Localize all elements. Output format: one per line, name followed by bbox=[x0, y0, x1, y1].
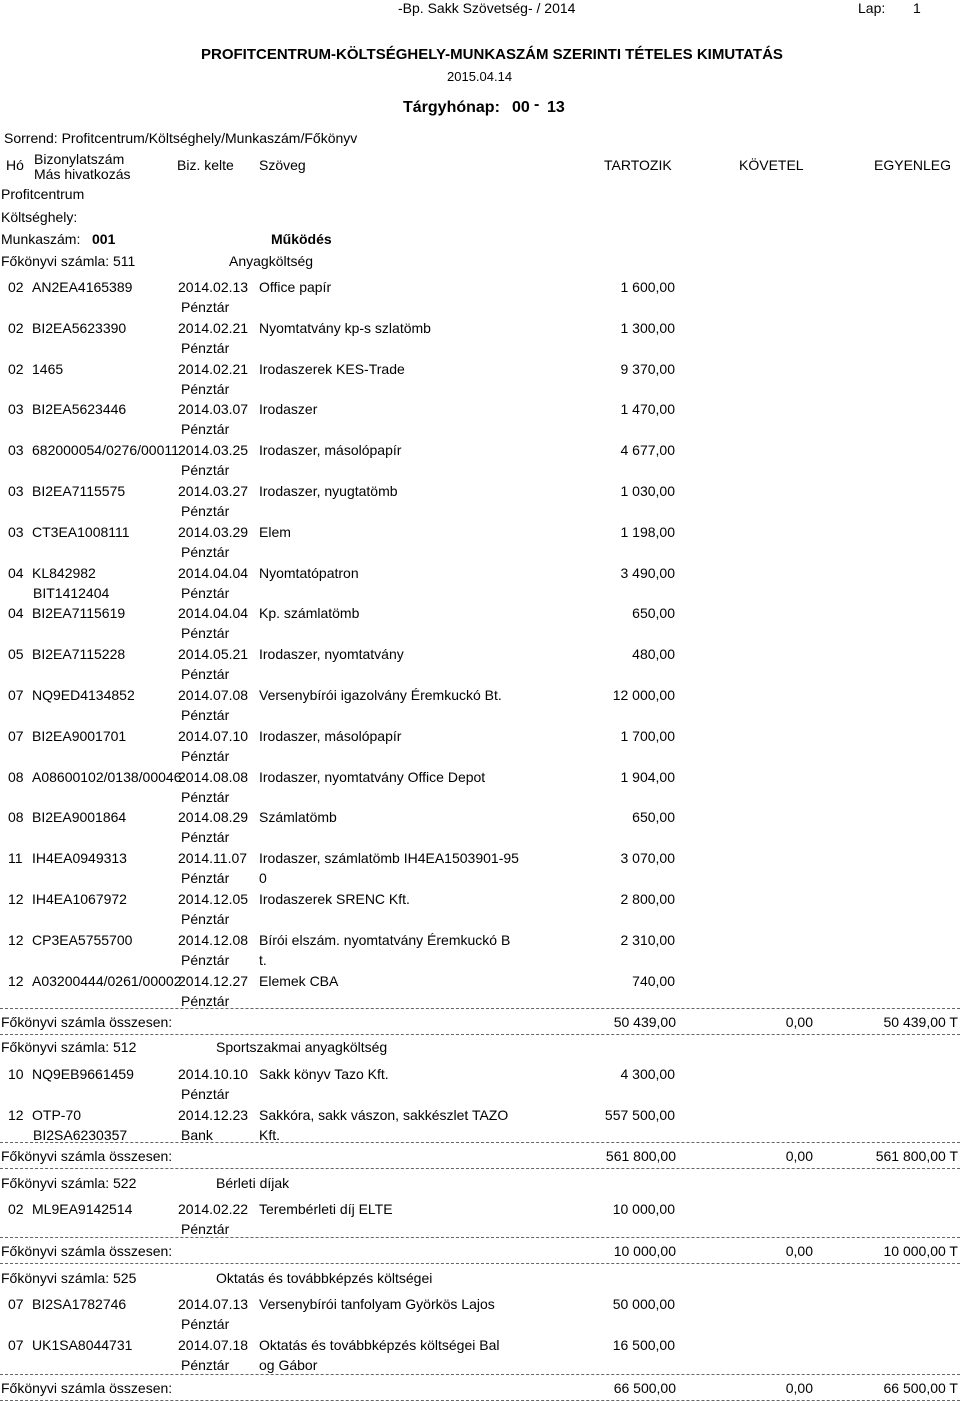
entry-payment-type: Pénztár bbox=[181, 625, 230, 642]
entry-month: 02 bbox=[8, 360, 24, 377]
entry-month: 03 bbox=[8, 483, 24, 499]
account-total-credit: 0,00 bbox=[785, 1243, 813, 1259]
entry-month: 02 bbox=[8, 1201, 24, 1217]
job-name: Működés bbox=[271, 231, 332, 247]
account-number: 525 bbox=[113, 1270, 137, 1286]
entry-text: Office papír bbox=[259, 279, 332, 295]
entry-debit: 1 198,00 bbox=[620, 523, 675, 540]
account-label: Főkönyvi számla: bbox=[1, 1270, 110, 1286]
entry-debit: 2 310,00 bbox=[620, 931, 675, 948]
entry-date: 2014.12.08 bbox=[178, 931, 249, 948]
entry-month: 03 bbox=[8, 442, 24, 459]
job-number: 001 bbox=[92, 231, 116, 247]
account-label: Főkönyvi számla: bbox=[1, 253, 110, 269]
col-debit: TARTOZIK bbox=[604, 157, 672, 173]
entry-date: 2014.04.04 bbox=[178, 564, 249, 581]
entry-doc-number: BI2EA9001864 bbox=[32, 809, 127, 826]
entry-text: Irodaszer, másolópapír bbox=[259, 442, 402, 459]
entry-month: 12 bbox=[8, 891, 24, 907]
col-other-ref: Más hivatkozás bbox=[34, 166, 131, 182]
entry-payment-type: Pénztár bbox=[181, 707, 230, 723]
period-from: 00 bbox=[512, 99, 530, 116]
entry-doc-number: NQ9ED4134852 bbox=[32, 687, 135, 703]
entry-month: 03 bbox=[8, 523, 24, 540]
entry-doc-number: BI2SA1782746 bbox=[32, 1296, 127, 1312]
profit-center-label: Profitcentrum bbox=[1, 186, 85, 202]
col-doc-no: Bizonylatszám bbox=[34, 151, 125, 167]
dashed-separator bbox=[0, 1034, 960, 1035]
page-number: 1 bbox=[913, 0, 921, 16]
report-title: PROFITCENTRUM-KÖLTSÉGHELY-MUNKASZÁM SZERINTI TÉTELES KIMUTATÁS bbox=[201, 46, 783, 63]
entry-doc-number: 1465 bbox=[32, 360, 64, 377]
entry-date: 2014.03.25 bbox=[178, 442, 249, 459]
col-text: Szöveg bbox=[259, 157, 306, 173]
entry-date: 2014.11.07 bbox=[178, 850, 248, 867]
dashed-separator bbox=[0, 1142, 960, 1143]
entry-text: Irodaszer bbox=[259, 401, 318, 418]
entry-payment-type: Pénztár bbox=[181, 584, 230, 601]
entry-month: 07 bbox=[8, 1336, 24, 1353]
period-separator: - bbox=[534, 96, 540, 113]
entry-debit: 4 300,00 bbox=[620, 1066, 675, 1082]
entry-debit: 16 500,00 bbox=[612, 1336, 675, 1353]
entry-month: 11 bbox=[8, 850, 23, 867]
entry-date: 2014.12.05 bbox=[178, 891, 249, 907]
entry-debit: 1 904,00 bbox=[620, 768, 675, 785]
entry-month: 04 bbox=[8, 605, 24, 622]
account-number: 512 bbox=[113, 1039, 137, 1055]
entry-debit: 650,00 bbox=[632, 809, 675, 826]
entry-date: 2014.04.04 bbox=[178, 605, 249, 622]
job-label: Munkaszám: bbox=[1, 231, 81, 247]
account-total-balance: 66 500,00 T bbox=[883, 1380, 958, 1396]
entry-debit: 740,00 bbox=[632, 972, 675, 989]
entry-debit: 9 370,00 bbox=[620, 360, 675, 377]
entry-debit: 50 000,00 bbox=[612, 1296, 675, 1312]
account-total-debit: 10 000,00 bbox=[613, 1243, 676, 1259]
account-total-balance: 50 439,00 T bbox=[883, 1014, 958, 1030]
entry-text: Nyomtatvány kp-s szlatömb bbox=[259, 319, 431, 336]
entry-date: 2014.02.13 bbox=[178, 279, 249, 295]
account-total-label: Főkönyvi számla összesen: bbox=[1, 1014, 173, 1030]
entry-doc-number: IH4EA1067972 bbox=[32, 891, 127, 907]
entry-date: 2014.12.23 bbox=[178, 1106, 249, 1123]
entry-doc-number: A08600102/0138/00046 bbox=[32, 768, 182, 785]
account-total-credit: 0,00 bbox=[785, 1380, 813, 1396]
entry-text: Irodaszer, nyugtatömb bbox=[259, 483, 398, 499]
entry-date: 2014.03.27 bbox=[178, 483, 249, 499]
entry-text: Irodaszer, nyomtatvány bbox=[259, 646, 404, 663]
entry-payment-type: Pénztár bbox=[181, 829, 230, 846]
entry-month: 04 bbox=[8, 564, 24, 581]
entry-payment-type: Pénztár bbox=[181, 462, 230, 479]
account-name: Sportszakmai anyagköltség bbox=[216, 1039, 388, 1055]
entry-debit: 1 030,00 bbox=[620, 483, 675, 499]
page-label: Lap: bbox=[858, 0, 886, 16]
entry-doc-number: ML9EA9142514 bbox=[32, 1201, 133, 1217]
col-date: Biz. kelte bbox=[177, 157, 234, 173]
entry-date: 2014.08.08 bbox=[178, 768, 249, 785]
entry-text: Terembérleti díj ELTE bbox=[259, 1201, 393, 1217]
entry-payment-type: Pénztár bbox=[181, 421, 230, 438]
entry-month: 03 bbox=[8, 401, 24, 418]
report-org: -Bp. Sakk Szövetség- / 2014 bbox=[398, 0, 576, 16]
entry-text: Irodaszerek SRENC Kft. bbox=[259, 891, 410, 907]
entry-payment-type: Pénztár bbox=[181, 911, 230, 927]
entry-text: Elemek CBA bbox=[259, 972, 339, 989]
account-total-label: Főkönyvi számla összesen: bbox=[1, 1243, 173, 1259]
account-total-label: Főkönyvi számla összesen: bbox=[1, 1148, 173, 1164]
entry-payment-type: Pénztár bbox=[181, 992, 230, 1009]
entry-date: 2014.07.08 bbox=[178, 687, 249, 703]
entry-month: 08 bbox=[8, 768, 24, 785]
entry-text: Bírói elszám. nyomtatvány Éremkuckó B bbox=[259, 931, 511, 948]
entry-debit: 4 677,00 bbox=[620, 442, 675, 459]
entry-debit: 10 000,00 bbox=[612, 1201, 675, 1217]
entry-month: 12 bbox=[8, 972, 24, 989]
entry-doc-number: AN2EA4165389 bbox=[32, 279, 133, 295]
entry-month: 12 bbox=[8, 1106, 24, 1123]
entry-date: 2014.07.18 bbox=[178, 1336, 249, 1353]
account-number: 522 bbox=[113, 1175, 137, 1191]
entry-month: 10 bbox=[8, 1066, 24, 1082]
entry-other-ref: BIT1412404 bbox=[33, 584, 110, 601]
entry-debit: 12 000,00 bbox=[612, 687, 675, 703]
col-month: Hó bbox=[6, 157, 24, 173]
entry-doc-number: CT3EA1008111 bbox=[32, 523, 130, 540]
entry-payment-type: Pénztár bbox=[181, 503, 230, 519]
entry-payment-type: Pénztár bbox=[181, 1316, 230, 1332]
entry-text: Kp. számlatömb bbox=[259, 605, 360, 622]
entry-doc-number: BI2EA7115619 bbox=[32, 605, 126, 622]
entry-debit: 3 070,00 bbox=[620, 850, 675, 867]
account-label: Főkönyvi számla: bbox=[1, 1039, 110, 1055]
entry-date: 2014.10.10 bbox=[178, 1066, 249, 1082]
account-total-balance: 10 000,00 T bbox=[883, 1243, 958, 1259]
entry-other-ref: BI2SA6230357 bbox=[33, 1126, 128, 1143]
dashed-separator bbox=[0, 1168, 960, 1169]
dashed-separator bbox=[0, 1008, 960, 1009]
entry-text: Versenybírói igazolvány Éremkuckó Bt. bbox=[259, 687, 502, 703]
entry-payment-type: Pénztár bbox=[181, 788, 230, 805]
entry-payment-type: Pénztár bbox=[181, 870, 230, 887]
account-total-label: Főkönyvi számla összesen: bbox=[1, 1380, 173, 1396]
entry-text: Irodaszer, másolópapír bbox=[259, 727, 402, 744]
period-to: 13 bbox=[547, 99, 565, 116]
account-total-balance: 561 800,00 T bbox=[875, 1148, 958, 1164]
entry-text: Versenybírói tanfolyam Györkös Lajos bbox=[259, 1296, 495, 1312]
entry-doc-number: NQ9EB9661459 bbox=[32, 1066, 134, 1082]
entry-text: Irodaszerek KES-Trade bbox=[259, 360, 405, 377]
entry-payment-type: Pénztár bbox=[181, 747, 230, 764]
account-total-debit: 50 439,00 bbox=[613, 1014, 676, 1030]
entry-date: 2014.03.07 bbox=[178, 401, 249, 418]
entry-text: Számlatömb bbox=[259, 809, 337, 826]
entry-debit: 1 300,00 bbox=[620, 319, 675, 336]
entry-doc-number: CP3EA5755700 bbox=[32, 931, 133, 948]
entry-debit: 1 600,00 bbox=[620, 279, 675, 295]
account-total-credit: 0,00 bbox=[785, 1148, 813, 1164]
entry-text: Nyomtatópatron bbox=[259, 564, 359, 581]
entry-payment-type: Pénztár bbox=[181, 951, 230, 968]
entry-debit: 3 490,00 bbox=[620, 564, 675, 581]
sort-order: Sorrend: Profitcentrum/Költséghely/Munkaszám/Főkönyv bbox=[4, 130, 358, 146]
entry-text-continued: 0 bbox=[259, 870, 267, 887]
entry-text-continued: t. bbox=[259, 951, 267, 968]
entry-doc-number: BI2EA5623390 bbox=[32, 319, 127, 336]
entry-debit: 557 500,00 bbox=[604, 1106, 675, 1123]
account-number: 511 bbox=[113, 253, 136, 269]
entry-month: 07 bbox=[8, 1296, 24, 1312]
entry-doc-number: BI2EA5623446 bbox=[32, 401, 127, 418]
entry-month: 07 bbox=[8, 687, 24, 703]
entry-text: Sakkóra, sakk vászon, sakkészlet TAZO bbox=[259, 1106, 509, 1123]
entry-debit: 650,00 bbox=[632, 605, 675, 622]
entry-payment-type: Bank bbox=[181, 1126, 213, 1143]
entry-text-continued: Kft. bbox=[259, 1126, 281, 1143]
entry-text: Elem bbox=[259, 523, 291, 540]
entry-payment-type: Pénztár bbox=[181, 380, 230, 397]
report-date: 2015.04.14 bbox=[447, 69, 513, 84]
entry-text: Sakk könyv Tazo Kft. bbox=[259, 1066, 389, 1082]
entry-date: 2014.02.21 bbox=[178, 360, 249, 377]
entry-month: 12 bbox=[8, 931, 24, 948]
entry-month: 02 bbox=[8, 279, 24, 295]
entry-doc-number: BI2EA7115228 bbox=[32, 646, 126, 663]
entry-payment-type: Pénztár bbox=[181, 543, 230, 560]
entry-doc-number: BI2EA9001701 bbox=[32, 727, 127, 744]
entry-text: Oktatás és továbbképzés költségei Bal bbox=[259, 1336, 500, 1353]
entry-debit: 480,00 bbox=[632, 646, 675, 663]
entry-debit: 1 470,00 bbox=[620, 401, 675, 418]
entry-text-continued: og Gábor bbox=[259, 1356, 318, 1373]
entry-date: 2014.12.27 bbox=[178, 972, 249, 989]
entry-payment-type: Pénztár bbox=[181, 299, 230, 315]
entry-date: 2014.05.21 bbox=[178, 646, 249, 663]
entry-date: 2014.07.10 bbox=[178, 727, 249, 744]
entry-text: Irodaszer, számlatömb IH4EA1503901-95 bbox=[259, 850, 519, 867]
period-label: Tárgyhónap: bbox=[403, 99, 500, 116]
dashed-separator bbox=[0, 1237, 960, 1238]
account-total-debit: 66 500,00 bbox=[613, 1380, 676, 1396]
entry-doc-number: BI2EA7115575 bbox=[32, 483, 126, 499]
dashed-separator bbox=[0, 1263, 960, 1264]
entry-payment-type: Pénztár bbox=[181, 1356, 230, 1373]
entry-doc-number: UK1SA8044731 bbox=[32, 1336, 133, 1353]
entry-month: 07 bbox=[8, 727, 24, 744]
account-total-credit: 0,00 bbox=[785, 1014, 813, 1030]
account-label: Főkönyvi számla: bbox=[1, 1175, 110, 1191]
entry-payment-type: Pénztár bbox=[181, 339, 230, 356]
entry-doc-number: A03200444/0261/00002 bbox=[32, 972, 182, 989]
entry-payment-type: Pénztár bbox=[181, 1086, 230, 1102]
account-total-debit: 561 800,00 bbox=[605, 1148, 676, 1164]
dashed-separator bbox=[0, 1374, 960, 1375]
col-balance: EGYENLEG bbox=[874, 157, 952, 173]
entry-date: 2014.08.29 bbox=[178, 809, 249, 826]
entry-date: 2014.03.29 bbox=[178, 523, 249, 540]
entry-debit: 1 700,00 bbox=[620, 727, 675, 744]
entry-doc-number: 682000054/0276/00011 bbox=[32, 442, 179, 459]
entry-date: 2014.02.22 bbox=[178, 1201, 249, 1217]
entry-date: 2014.07.13 bbox=[178, 1296, 249, 1312]
entry-debit: 2 800,00 bbox=[620, 891, 675, 907]
entry-month: 05 bbox=[8, 646, 24, 663]
entry-date: 2014.02.21 bbox=[178, 319, 249, 336]
entry-doc-number: IH4EA0949313 bbox=[32, 850, 127, 867]
entry-payment-type: Pénztár bbox=[181, 1221, 230, 1237]
account-name: Oktatás és továbbképzés költségei bbox=[216, 1270, 433, 1286]
entry-text: Irodaszer, nyomtatvány Office Depot bbox=[259, 768, 486, 785]
account-name: Anyagköltség bbox=[229, 253, 314, 269]
cost-center-label: Költséghely: bbox=[1, 209, 78, 225]
entry-payment-type: Pénztár bbox=[181, 666, 230, 683]
entry-doc-number: OTP-70 bbox=[32, 1106, 82, 1123]
entry-month: 08 bbox=[8, 809, 24, 826]
entry-month: 02 bbox=[8, 319, 24, 336]
account-name: Bérleti díjak bbox=[216, 1175, 290, 1191]
entry-doc-number: KL842982 bbox=[32, 564, 96, 581]
col-credit: KÖVETEL bbox=[739, 157, 804, 173]
